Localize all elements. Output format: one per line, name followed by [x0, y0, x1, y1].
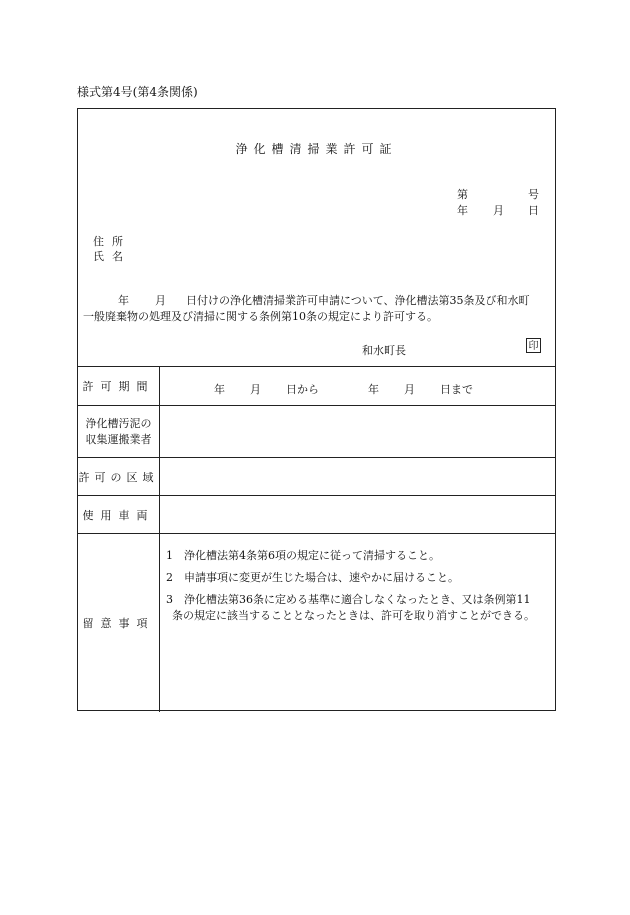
period-from-day: 日から [286, 383, 319, 396]
permit-certificate-frame [77, 108, 556, 711]
notes-label: 留意事項 [78, 534, 160, 712]
name-label: 氏名 [93, 250, 131, 263]
seal-stamp-box: 印 [526, 338, 541, 353]
permit-area-value [160, 458, 555, 495]
number-go: 号 [528, 188, 539, 201]
sludge-collector-label: 浄化槽汚泥の 収集運搬業者 [78, 406, 160, 457]
permit-statement-line-2: 一般廃棄物の処理及び清掃に関する条例第10条の規定により許可する。 [83, 310, 438, 323]
vehicle-label: 使用車両 [78, 496, 160, 533]
date-month: 月 [493, 204, 504, 217]
address-label: 住所 [93, 235, 131, 248]
notes-value [160, 534, 555, 712]
permit-period-value [160, 367, 555, 405]
mayor-title: 和水町長 [362, 344, 406, 357]
sludge-collector-value [160, 406, 555, 457]
permit-statement [83, 293, 553, 325]
period-from-month: 月 [250, 383, 261, 396]
date-year: 年 [457, 204, 468, 217]
number-dai: 第 [457, 188, 468, 201]
row-permit-period [78, 367, 555, 406]
row-sludge-collector [78, 406, 555, 458]
permit-statement-line-1: 年 月 日付けの浄化槽清掃業許可申請について、浄化槽法第35条及び和水町 [118, 294, 530, 307]
form-number-label: 様式第4号(第4条関係) [77, 85, 198, 99]
row-permit-area [78, 458, 555, 496]
notes-list [166, 548, 556, 630]
row-vehicle [78, 496, 555, 534]
period-to-month: 月 [404, 383, 415, 396]
period-to-day: 日まで [440, 383, 473, 396]
date-day: 日 [528, 204, 539, 217]
permit-period-label: 許可期間 [78, 367, 160, 405]
note-item: 1 浄化槽法第4条第6項の規定に従って清掃すること。 [166, 549, 440, 562]
certificate-header [78, 109, 555, 367]
note-item: 3 浄化槽法第36条に定める基準に適合しなくなったとき、又は条例第11 条の規定に該当することとなったときは、許可を取り消すことができる。 [166, 593, 535, 622]
certificate-title: 浄化槽清掃業許可証 [235, 142, 398, 156]
vehicle-value [160, 496, 555, 533]
row-notes [78, 534, 555, 712]
permit-area-label: 許可の区域 [78, 458, 160, 495]
note-item: 2 申請事項に変更が生じた場合は、速やかに届けること。 [166, 571, 459, 584]
period-to-year: 年 [368, 383, 379, 396]
period-from-year: 年 [214, 383, 225, 396]
